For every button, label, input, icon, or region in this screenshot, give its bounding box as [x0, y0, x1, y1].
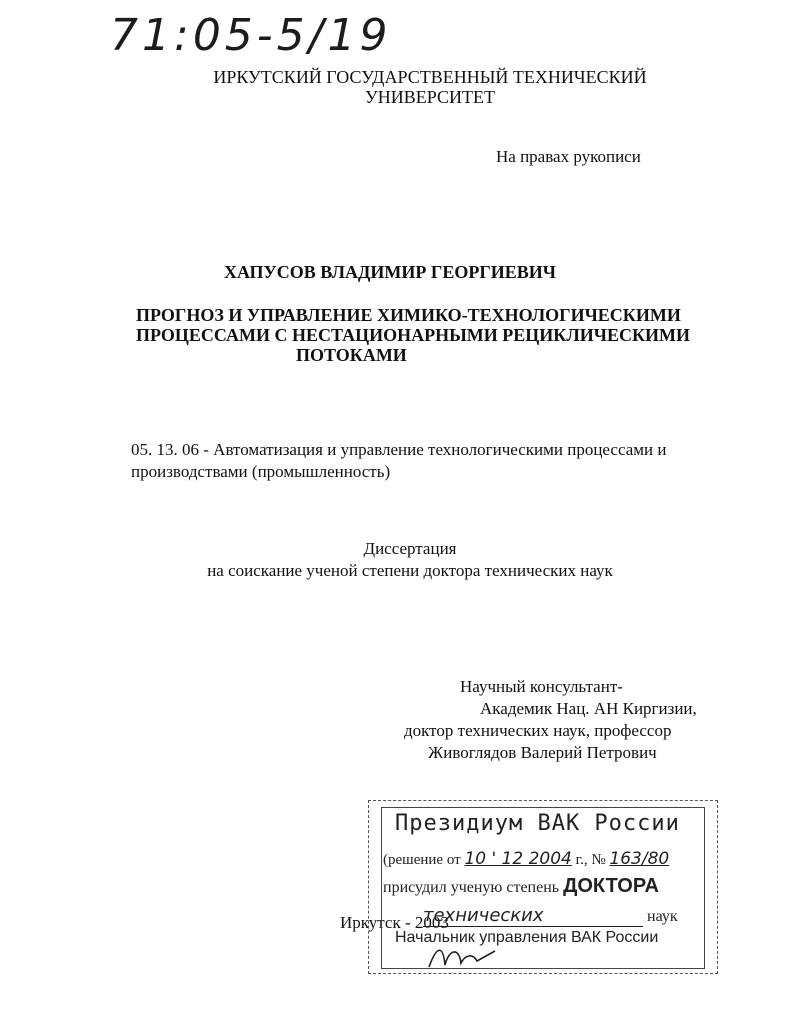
- title-line-1: ПРОГНОЗ И УПРАВЛЕНИЕ ХИМИКО-ТЕХНОЛОГИЧЕСКИМИ: [136, 305, 681, 325]
- stamp-decision: [383, 849, 669, 869]
- specialty-line-1: 05. 13. 06 - Автоматизация и управление технологическими процессами и: [131, 440, 667, 459]
- stamp-field-handwritten: технических: [423, 905, 643, 927]
- consultant-line-1: Научный консультант-: [460, 677, 623, 696]
- stamp-decision-number: 163/80: [609, 849, 670, 869]
- stamp-awarded: [383, 875, 659, 898]
- stamp-title: Президиум ВАК России: [395, 811, 680, 836]
- dissertation-type: [160, 538, 660, 582]
- vak-stamp: [368, 800, 718, 974]
- stamp-field: [423, 905, 678, 927]
- title-line-3: ПОТОКАМИ: [296, 345, 407, 365]
- university-line-1: ИРКУТСКИЙ ГОСУДАРСТВЕННЫЙ ТЕХНИЧЕСКИЙ: [213, 67, 647, 87]
- stamp-degree: ДОКТОРА: [563, 875, 659, 897]
- university-name: [180, 67, 680, 107]
- dissertation-title: [136, 305, 696, 365]
- stamp-awarded-prefix: присудил ученую степень: [383, 879, 560, 896]
- dissertation-line-2: на соискание ученой степени доктора технических наук: [207, 561, 613, 580]
- rights-note: На правах рукописи: [496, 147, 641, 166]
- city-year: Иркутск - 2003: [340, 913, 449, 932]
- author-name: ХАПУСОВ ВЛАДИМИР ГЕОРГИЕВИЧ: [224, 262, 556, 282]
- specialty: [131, 439, 731, 483]
- scientific-consultant: [400, 676, 700, 764]
- stamp-decision-g: г., №: [575, 852, 606, 868]
- stamp-head: Начальник управления ВАК России: [395, 929, 659, 946]
- signature-mark: [425, 941, 515, 971]
- consultant-line-2: Академик Нац. АН Киргизии,: [480, 699, 697, 718]
- stamp-decision-date: 10 ' 12 2004: [464, 849, 572, 869]
- reference-number: 71:05-5/19: [110, 10, 392, 61]
- title-line-2: ПРОЦЕССАМИ С НЕСТАЦИОНАРНЫМИ РЕЦИКЛИЧЕСКИМИ: [136, 325, 690, 345]
- stamp-decision-prefix: (решение от: [383, 852, 461, 868]
- consultant-line-3: доктор технических наук, профессор: [404, 721, 672, 740]
- stamp-field-suffix: наук: [647, 908, 678, 925]
- university-line-2: УНИВЕРСИТЕТ: [365, 87, 495, 107]
- dissertation-line-1: Диссертация: [363, 539, 457, 558]
- consultant-line-4: Живоглядов Валерий Петрович: [428, 743, 657, 762]
- specialty-line-2: производствами (промышленность): [131, 462, 391, 481]
